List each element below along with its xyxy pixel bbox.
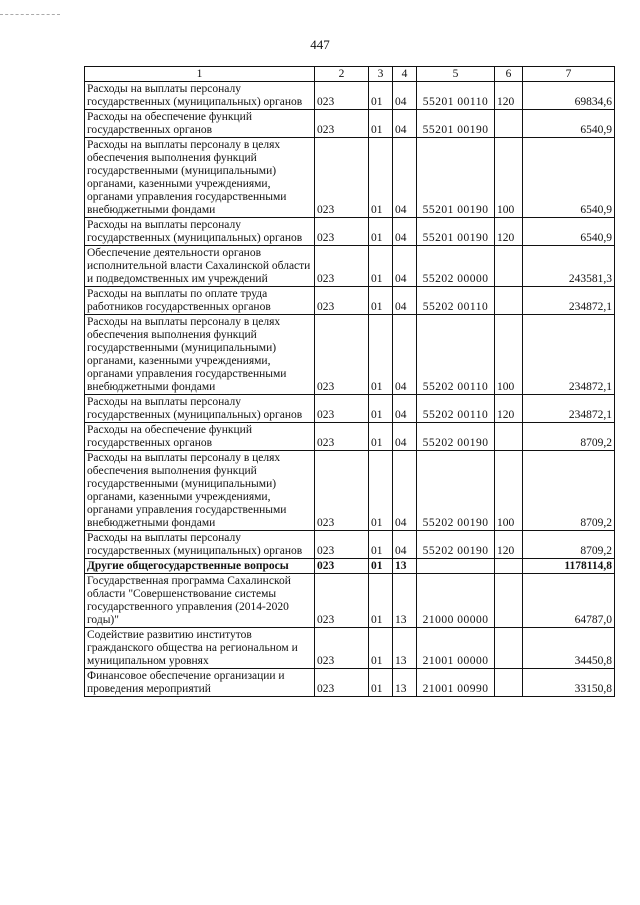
- header-col-1: 1: [85, 67, 315, 82]
- row-type-cell: 120: [495, 531, 523, 559]
- row-section-cell: 01: [369, 451, 393, 531]
- row-section-cell: 01: [369, 82, 393, 110]
- table-row: [85, 218, 615, 246]
- row-amount-cell: 6540,9: [523, 218, 615, 246]
- row-subsection-cell: 04: [393, 315, 417, 395]
- scan-artifact-line: [0, 14, 60, 15]
- row-section-cell: 01: [369, 315, 393, 395]
- row-type-cell: [495, 110, 523, 138]
- row-code-cell: 023: [315, 138, 369, 218]
- row-type-cell: 100: [495, 315, 523, 395]
- row-code-cell: 023: [315, 628, 369, 669]
- row-subsection-cell: 04: [393, 110, 417, 138]
- table-row: [85, 395, 615, 423]
- row-type-cell: [495, 669, 523, 697]
- row-section-cell: 01: [369, 246, 393, 287]
- row-code-cell: 023: [315, 451, 369, 531]
- row-section-cell: 01: [369, 559, 393, 574]
- row-name-cell: Расходы на выплаты персоналу государственных (муниципальных) органов: [85, 531, 315, 559]
- table-row: [85, 287, 615, 315]
- table-row: [85, 82, 615, 110]
- row-target-cell: 55202 00190: [417, 531, 495, 559]
- row-code-cell: 023: [315, 669, 369, 697]
- row-code-cell: 023: [315, 287, 369, 315]
- row-type-cell: [495, 574, 523, 628]
- table-row: [85, 559, 615, 574]
- row-type-cell: 100: [495, 451, 523, 531]
- row-subsection-cell: 04: [393, 531, 417, 559]
- row-subsection-cell: 04: [393, 218, 417, 246]
- row-type-cell: 100: [495, 138, 523, 218]
- row-target-cell: 55202 00000: [417, 246, 495, 287]
- row-name-cell: Другие общегосударственные вопросы: [85, 559, 315, 574]
- row-target-cell: 55201 00190: [417, 110, 495, 138]
- row-name-cell: Государственная программа Сахалинской области "Совершенствование системы государственного управления (2014-2020 годы)": [85, 574, 315, 628]
- row-name-cell: Расходы на выплаты персоналу государственных (муниципальных) органов: [85, 395, 315, 423]
- row-section-cell: 01: [369, 218, 393, 246]
- row-code-cell: 023: [315, 395, 369, 423]
- row-type-cell: 120: [495, 395, 523, 423]
- row-target-cell: 55201 00190: [417, 218, 495, 246]
- row-target-cell: 55201 00110: [417, 82, 495, 110]
- row-amount-cell: 8709,2: [523, 423, 615, 451]
- row-amount-cell: 8709,2: [523, 451, 615, 531]
- row-amount-cell: 64787,0: [523, 574, 615, 628]
- row-subsection-cell: 04: [393, 138, 417, 218]
- table-row: [85, 246, 615, 287]
- row-subsection-cell: 13: [393, 574, 417, 628]
- row-section-cell: 01: [369, 574, 393, 628]
- table-row: [85, 315, 615, 395]
- row-code-cell: 023: [315, 559, 369, 574]
- budget-table: [84, 66, 615, 697]
- row-name-cell: Финансовое обеспечение организации и проведения мероприятий: [85, 669, 315, 697]
- row-subsection-cell: 04: [393, 395, 417, 423]
- page-number: 447: [310, 37, 330, 52]
- row-target-cell: 55202 00190: [417, 423, 495, 451]
- row-name-cell: Расходы на выплаты по оплате труда работников государственных органов: [85, 287, 315, 315]
- row-code-cell: 023: [315, 82, 369, 110]
- row-subsection-cell: 04: [393, 423, 417, 451]
- row-name-cell: Содействие развитию институтов гражданского общества на региональном и муниципальном уровнях: [85, 628, 315, 669]
- row-section-cell: 01: [369, 628, 393, 669]
- row-code-cell: 023: [315, 531, 369, 559]
- row-target-cell: 55202 00110: [417, 287, 495, 315]
- row-type-cell: 120: [495, 82, 523, 110]
- table-row: [85, 110, 615, 138]
- row-code-cell: 023: [315, 574, 369, 628]
- row-name-cell: Расходы на выплаты персоналу государственных (муниципальных) органов: [85, 218, 315, 246]
- row-code-cell: 023: [315, 315, 369, 395]
- row-code-cell: 023: [315, 423, 369, 451]
- row-section-cell: 01: [369, 395, 393, 423]
- row-subsection-cell: 04: [393, 287, 417, 315]
- row-name-cell: Расходы на обеспечение функций государственных органов: [85, 423, 315, 451]
- row-name-cell: Расходы на обеспечение функций государственных органов: [85, 110, 315, 138]
- row-amount-cell: 234872,1: [523, 395, 615, 423]
- row-section-cell: 01: [369, 287, 393, 315]
- row-section-cell: 01: [369, 423, 393, 451]
- row-type-cell: [495, 628, 523, 669]
- row-amount-cell: 234872,1: [523, 315, 615, 395]
- row-name-cell: Расходы на выплаты персоналу государственных (муниципальных) органов: [85, 82, 315, 110]
- row-type-cell: 120: [495, 218, 523, 246]
- row-amount-cell: 34450,8: [523, 628, 615, 669]
- table-row: [85, 451, 615, 531]
- row-target-cell: 21001 00000: [417, 628, 495, 669]
- row-section-cell: 01: [369, 531, 393, 559]
- row-target-cell: 55202 00110: [417, 315, 495, 395]
- row-section-cell: 01: [369, 138, 393, 218]
- row-type-cell: [495, 559, 523, 574]
- row-amount-cell: 8709,2: [523, 531, 615, 559]
- row-name-cell: Расходы на выплаты персоналу в целях обеспечения выполнения функций государственными (муниципальными) органами, казенными учреждениями, органами управления государственными внебюджетными фондами: [85, 315, 315, 395]
- row-amount-cell: 33150,8: [523, 669, 615, 697]
- row-amount-cell: 6540,9: [523, 138, 615, 218]
- table-header-row: [85, 67, 615, 82]
- header-col-5: 5: [417, 67, 495, 82]
- row-code-cell: 023: [315, 218, 369, 246]
- row-code-cell: 023: [315, 110, 369, 138]
- row-amount-cell: 6540,9: [523, 110, 615, 138]
- row-target-cell: 55201 00190: [417, 138, 495, 218]
- row-type-cell: [495, 423, 523, 451]
- table-row: [85, 138, 615, 218]
- row-section-cell: 01: [369, 110, 393, 138]
- table-row: [85, 628, 615, 669]
- table-row: [85, 574, 615, 628]
- table-row: [85, 531, 615, 559]
- row-amount-cell: 1178114,8: [523, 559, 615, 574]
- row-amount-cell: 234872,1: [523, 287, 615, 315]
- row-target-cell: 55202 00110: [417, 395, 495, 423]
- row-subsection-cell: 04: [393, 451, 417, 531]
- row-type-cell: [495, 287, 523, 315]
- row-name-cell: Обеспечение деятельности органов исполнительной власти Сахалинской области и подведомственных им учреждений: [85, 246, 315, 287]
- row-section-cell: 01: [369, 669, 393, 697]
- row-target-cell: 21000 00000: [417, 574, 495, 628]
- table-row: [85, 423, 615, 451]
- row-subsection-cell: 13: [393, 669, 417, 697]
- row-name-cell: Расходы на выплаты персоналу в целях обеспечения выполнения функций государственными (муниципальными) органами, казенными учреждениями, органами управления государственными внебюджетными фондами: [85, 451, 315, 531]
- header-col-3: 3: [369, 67, 393, 82]
- header-col-7: 7: [523, 67, 615, 82]
- row-subsection-cell: 13: [393, 628, 417, 669]
- row-target-cell: 55202 00190: [417, 451, 495, 531]
- header-col-6: 6: [495, 67, 523, 82]
- table-row: [85, 669, 615, 697]
- row-name-cell: Расходы на выплаты персоналу в целях обеспечения выполнения функций государственными (муниципальными) органами, казенными учреждениями, органами управления государственными внебюджетными фондами: [85, 138, 315, 218]
- row-code-cell: 023: [315, 246, 369, 287]
- row-target-cell: [417, 559, 495, 574]
- row-subsection-cell: 04: [393, 82, 417, 110]
- header-col-2: 2: [315, 67, 369, 82]
- row-amount-cell: 243581,3: [523, 246, 615, 287]
- row-subsection-cell: 13: [393, 559, 417, 574]
- row-target-cell: 21001 00990: [417, 669, 495, 697]
- row-subsection-cell: 04: [393, 246, 417, 287]
- row-amount-cell: 69834,6: [523, 82, 615, 110]
- row-type-cell: [495, 246, 523, 287]
- header-col-4: 4: [393, 67, 417, 82]
